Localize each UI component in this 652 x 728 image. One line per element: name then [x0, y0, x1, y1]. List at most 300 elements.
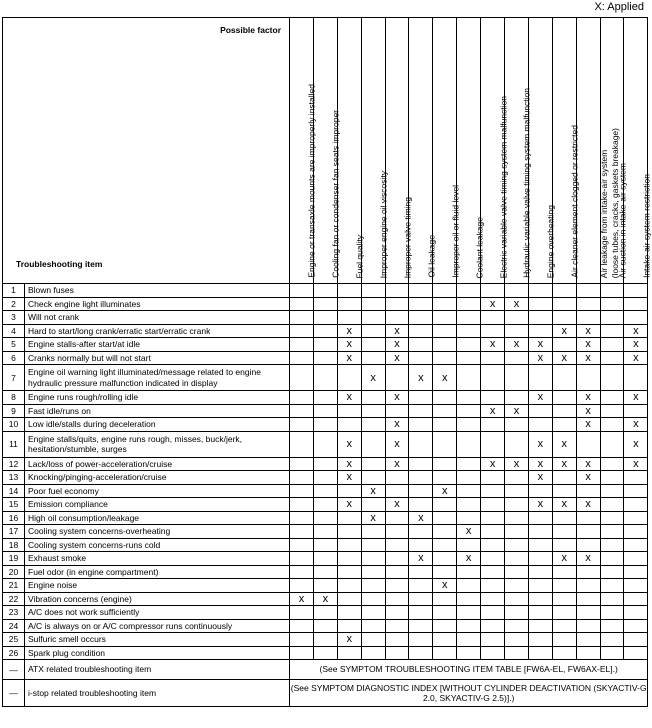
reference-link[interactable]: (See SYMPTOM TROUBLESHOOTING ITEM TABLE [FW6A-EL, FW6AX-EL].): [290, 660, 648, 680]
empty-cell: [552, 484, 576, 498]
empty-cell: [576, 579, 600, 593]
empty-cell: [528, 404, 552, 418]
table-row: [3, 538, 648, 552]
empty-cell: [290, 391, 314, 405]
empty-cell: [624, 365, 648, 391]
empty-cell: [528, 606, 552, 620]
applied-mark: x: [576, 404, 600, 418]
applied-mark: x: [337, 351, 361, 365]
empty-cell: [361, 633, 385, 647]
empty-cell: [313, 404, 337, 418]
empty-cell: [528, 365, 552, 391]
empty-cell: [624, 606, 648, 620]
row-item: Sulfuric smell occurs: [25, 633, 290, 647]
empty-cell: [576, 565, 600, 579]
empty-cell: [313, 498, 337, 512]
empty-cell: [600, 619, 624, 633]
row-item: Lack/loss of power-acceleration/cruise: [25, 457, 290, 471]
table-row: [3, 606, 648, 620]
applied-mark: x: [433, 579, 457, 593]
applied-mark: x: [528, 471, 552, 485]
empty-cell: [505, 365, 529, 391]
empty-cell: [576, 284, 600, 298]
empty-cell: [361, 471, 385, 485]
applied-mark: x: [505, 404, 529, 418]
empty-cell: [552, 471, 576, 485]
empty-cell: [457, 324, 481, 338]
empty-cell: [624, 484, 648, 498]
empty-cell: [457, 565, 481, 579]
empty-cell: [624, 404, 648, 418]
empty-cell: [290, 606, 314, 620]
empty-cell: [337, 592, 361, 606]
empty-cell: [528, 511, 552, 525]
table-body: [3, 284, 648, 707]
applied-mark: x: [528, 391, 552, 405]
applied-mark: x: [624, 431, 648, 457]
applied-mark: x: [385, 457, 409, 471]
empty-cell: [552, 633, 576, 647]
factor-label: Air cleaner element clogged or restricted: [569, 125, 580, 278]
empty-cell: [600, 431, 624, 457]
factor-label: Electric variable valve timing system malfunction: [498, 95, 509, 278]
empty-cell: [457, 297, 481, 311]
empty-cell: [528, 646, 552, 660]
empty-cell: [313, 579, 337, 593]
empty-cell: [361, 552, 385, 566]
row-number: 5: [3, 338, 25, 352]
factor-header: [481, 18, 509, 284]
row-item: A/C is always on or A/C compressor runs continuously: [25, 619, 290, 633]
empty-cell: [337, 284, 361, 298]
empty-cell: [600, 633, 624, 647]
empty-cell: [481, 311, 505, 325]
factor-header: [290, 18, 317, 284]
applied-mark: x: [528, 498, 552, 512]
empty-cell: [576, 538, 600, 552]
empty-cell: [433, 606, 457, 620]
factor-label: Improper engine oil viscosity: [378, 170, 389, 278]
empty-cell: [290, 511, 314, 525]
empty-cell: [600, 457, 624, 471]
empty-cell: [457, 538, 481, 552]
empty-cell: [505, 471, 529, 485]
table-row: [3, 431, 648, 457]
applied-mark: x: [624, 338, 648, 352]
table-row: [3, 284, 648, 298]
empty-cell: [505, 431, 529, 457]
factor-label: Engine overheating: [545, 204, 556, 278]
empty-cell: [361, 284, 385, 298]
applied-mark: x: [505, 457, 529, 471]
table-row: [3, 457, 648, 471]
empty-cell: [313, 351, 337, 365]
row-item: ATX related troubleshooting item: [25, 660, 290, 680]
empty-cell: [457, 351, 481, 365]
empty-cell: [361, 338, 385, 352]
empty-cell: [385, 592, 409, 606]
empty-cell: [313, 471, 337, 485]
empty-cell: [624, 538, 648, 552]
empty-cell: [313, 297, 337, 311]
empty-cell: [600, 646, 624, 660]
empty-cell: [576, 311, 600, 325]
empty-cell: [361, 324, 385, 338]
empty-cell: [552, 619, 576, 633]
empty-cell: [290, 418, 314, 432]
empty-cell: [457, 633, 481, 647]
applied-mark: x: [624, 391, 648, 405]
applied-mark: x: [385, 391, 409, 405]
row-number: 20: [3, 565, 25, 579]
empty-cell: [457, 457, 481, 471]
row-item: Engine runs rough/rolling idle: [25, 391, 290, 405]
applied-mark: x: [528, 351, 552, 365]
empty-cell: [481, 484, 505, 498]
empty-cell: [576, 365, 600, 391]
empty-cell: [481, 633, 505, 647]
empty-cell: [600, 471, 624, 485]
applied-mark: x: [409, 365, 433, 391]
empty-cell: [481, 511, 505, 525]
empty-cell: [576, 431, 600, 457]
empty-cell: [576, 297, 600, 311]
row-number: 9: [3, 404, 25, 418]
reference-row: [3, 680, 648, 707]
troubleshooting-item-label: Troubleshooting item: [16, 259, 103, 269]
empty-cell: [385, 365, 409, 391]
applied-mark: x: [385, 338, 409, 352]
applied-mark: x: [624, 457, 648, 471]
factor-header: [505, 18, 532, 284]
empty-cell: [505, 619, 529, 633]
applied-mark: x: [433, 484, 457, 498]
empty-cell: [552, 365, 576, 391]
empty-cell: [433, 431, 457, 457]
empty-cell: [409, 606, 433, 620]
row-number: 21: [3, 579, 25, 593]
empty-cell: [528, 311, 552, 325]
factor-header: [457, 18, 485, 284]
empty-cell: [481, 525, 505, 539]
row-number: 26: [3, 646, 25, 660]
empty-cell: [481, 592, 505, 606]
empty-cell: [337, 511, 361, 525]
empty-cell: [600, 592, 624, 606]
reference-link[interactable]: (See SYMPTOM DIAGNOSTIC INDEX [WITHOUT CYLINDER DEACTIVATION (SKYACTIV-G 2.0, SKYACTIV-G 2.5)].): [290, 680, 648, 707]
empty-cell: [600, 324, 624, 338]
empty-cell: [361, 525, 385, 539]
table-row: [3, 338, 648, 352]
empty-cell: [313, 418, 337, 432]
empty-cell: [624, 498, 648, 512]
legend-applied: X: Applied: [594, 1, 644, 13]
empty-cell: [337, 297, 361, 311]
empty-cell: [505, 284, 529, 298]
empty-cell: [433, 324, 457, 338]
empty-cell: [409, 404, 433, 418]
empty-cell: [409, 457, 433, 471]
empty-cell: [290, 324, 314, 338]
empty-cell: [505, 418, 529, 432]
empty-cell: [505, 646, 529, 660]
applied-mark: x: [433, 365, 457, 391]
row-item: Blown fuses: [25, 284, 290, 298]
factor-header: [337, 18, 365, 284]
applied-mark: x: [409, 511, 433, 525]
empty-cell: [481, 351, 505, 365]
empty-cell: [361, 592, 385, 606]
empty-cell: [433, 538, 457, 552]
applied-mark: x: [552, 552, 576, 566]
empty-cell: [361, 579, 385, 593]
empty-cell: [290, 565, 314, 579]
empty-cell: [552, 592, 576, 606]
applied-mark: x: [576, 498, 600, 512]
factor-label: Fuel quality: [354, 234, 365, 278]
row-item: A/C does not work sufficiently: [25, 606, 290, 620]
applied-mark: x: [576, 351, 600, 365]
empty-cell: [576, 646, 600, 660]
empty-cell: [624, 592, 648, 606]
table-row: [3, 484, 648, 498]
empty-cell: [337, 365, 361, 391]
empty-cell: [528, 484, 552, 498]
empty-cell: [552, 311, 576, 325]
empty-cell: [385, 297, 409, 311]
possible-factor-label: Possible factor: [220, 25, 281, 35]
applied-mark: x: [576, 338, 600, 352]
row-item: i-stop related troubleshooting item: [25, 680, 290, 707]
row-item: Cooling system concerns-overheating: [25, 525, 290, 539]
applied-mark: x: [457, 525, 481, 539]
factor-label: Hydraulic variable valve timing system malfunction: [521, 88, 532, 278]
empty-cell: [600, 606, 624, 620]
empty-cell: [361, 457, 385, 471]
applied-mark: x: [552, 324, 576, 338]
table-row: [3, 646, 648, 660]
empty-cell: [361, 498, 385, 512]
applied-mark: x: [290, 592, 314, 606]
empty-cell: [576, 511, 600, 525]
row-item: Hard to start/long crank/erratic start/erratic crank: [25, 324, 290, 338]
empty-cell: [409, 431, 433, 457]
empty-cell: [481, 619, 505, 633]
empty-cell: [290, 284, 314, 298]
empty-cell: [361, 351, 385, 365]
empty-cell: [457, 646, 481, 660]
row-item: Exhaust smoke: [25, 552, 290, 566]
empty-cell: [409, 565, 433, 579]
table-row: [3, 511, 648, 525]
empty-cell: [385, 311, 409, 325]
table-row: [3, 471, 648, 485]
row-item: Engine oil warning light illuminated/message related to engine hydraulic pressure malfunction indicated in display: [25, 365, 290, 391]
row-number: 16: [3, 511, 25, 525]
empty-cell: [600, 284, 624, 298]
applied-mark: x: [337, 471, 361, 485]
header-corner-cell: [3, 18, 290, 284]
applied-mark: x: [337, 633, 361, 647]
applied-mark: x: [385, 498, 409, 512]
applied-mark: x: [576, 391, 600, 405]
empty-cell: [457, 418, 481, 432]
table-row: [3, 297, 648, 311]
empty-cell: [385, 484, 409, 498]
empty-cell: [409, 324, 433, 338]
factor-header: [361, 18, 389, 284]
empty-cell: [290, 619, 314, 633]
row-number: 4: [3, 324, 25, 338]
empty-cell: [290, 338, 314, 352]
empty-cell: [433, 498, 457, 512]
empty-cell: [600, 365, 624, 391]
empty-cell: [313, 552, 337, 566]
empty-cell: [385, 633, 409, 647]
empty-cell: [481, 579, 505, 593]
empty-cell: [600, 391, 624, 405]
empty-cell: [457, 579, 481, 593]
empty-cell: [290, 431, 314, 457]
empty-cell: [433, 404, 457, 418]
applied-mark: x: [337, 324, 361, 338]
table-row: [3, 619, 648, 633]
row-number: 7: [3, 365, 25, 391]
applied-mark: x: [552, 457, 576, 471]
empty-cell: [528, 633, 552, 647]
empty-cell: [385, 471, 409, 485]
empty-cell: [290, 498, 314, 512]
empty-cell: [385, 579, 409, 593]
empty-cell: [337, 619, 361, 633]
row-item: Fuel odor (in engine compartment): [25, 565, 290, 579]
empty-cell: [433, 511, 457, 525]
factor-header: [528, 18, 556, 284]
empty-cell: [624, 297, 648, 311]
empty-cell: [337, 418, 361, 432]
empty-cell: [481, 538, 505, 552]
empty-cell: [624, 311, 648, 325]
empty-cell: [313, 311, 337, 325]
row-number: 25: [3, 633, 25, 647]
factor-header: [433, 18, 461, 284]
applied-mark: x: [481, 457, 505, 471]
empty-cell: [528, 538, 552, 552]
applied-mark: x: [576, 324, 600, 338]
empty-cell: [505, 552, 529, 566]
empty-cell: [313, 646, 337, 660]
empty-cell: [337, 525, 361, 539]
troubleshooting-table: [2, 17, 652, 707]
factor-label: Engine or transaxle mounts are improperly installed: [306, 84, 317, 278]
empty-cell: [457, 606, 481, 620]
row-number: 22: [3, 592, 25, 606]
empty-cell: [552, 391, 576, 405]
empty-cell: [361, 311, 385, 325]
empty-cell: [624, 619, 648, 633]
empty-cell: [505, 565, 529, 579]
empty-cell: [528, 552, 552, 566]
empty-cell: [409, 351, 433, 365]
empty-cell: [576, 619, 600, 633]
empty-cell: [505, 511, 529, 525]
empty-cell: [433, 284, 457, 298]
empty-cell: [433, 457, 457, 471]
empty-cell: [481, 565, 505, 579]
row-number: 8: [3, 391, 25, 405]
factor-label: Oil leakage: [426, 235, 437, 278]
empty-cell: [385, 538, 409, 552]
empty-cell: [552, 538, 576, 552]
empty-cell: [600, 404, 624, 418]
empty-cell: [337, 484, 361, 498]
applied-mark: x: [385, 431, 409, 457]
empty-cell: [481, 365, 505, 391]
empty-cell: [290, 633, 314, 647]
row-number: 11: [3, 431, 25, 457]
empty-cell: [313, 525, 337, 539]
row-number: 14: [3, 484, 25, 498]
table-row: [3, 365, 648, 391]
empty-cell: [409, 418, 433, 432]
empty-cell: [481, 606, 505, 620]
row-number: 18: [3, 538, 25, 552]
empty-cell: [528, 324, 552, 338]
empty-cell: [624, 579, 648, 593]
empty-cell: [361, 565, 385, 579]
row-number: 19: [3, 552, 25, 566]
empty-cell: [505, 579, 529, 593]
empty-cell: [624, 471, 648, 485]
empty-cell: [552, 338, 576, 352]
factor-header: [624, 18, 652, 284]
table-row: [3, 418, 648, 432]
table-row: [3, 579, 648, 593]
empty-cell: [600, 484, 624, 498]
factor-header: [313, 18, 341, 284]
empty-cell: [552, 404, 576, 418]
empty-cell: [409, 579, 433, 593]
empty-cell: [409, 284, 433, 298]
empty-cell: [385, 619, 409, 633]
row-item: Engine stalls/quits, engine runs rough, misses, buck/jerk, hesitation/stumble, surges: [25, 431, 290, 457]
empty-cell: [409, 471, 433, 485]
empty-cell: [337, 538, 361, 552]
table-row: [3, 565, 648, 579]
empty-cell: [481, 418, 505, 432]
empty-cell: [552, 284, 576, 298]
empty-cell: [624, 552, 648, 566]
row-item: Engine stalls-after start/at idle: [25, 338, 290, 352]
empty-cell: [457, 484, 481, 498]
empty-cell: [481, 391, 505, 405]
empty-cell: [290, 297, 314, 311]
empty-cell: [337, 404, 361, 418]
empty-cell: [624, 565, 648, 579]
empty-cell: [409, 525, 433, 539]
table-row: [3, 592, 648, 606]
empty-cell: [600, 418, 624, 432]
empty-cell: [552, 646, 576, 660]
empty-cell: [505, 592, 529, 606]
row-number: 13: [3, 471, 25, 485]
empty-cell: [433, 297, 457, 311]
factor-label: Improper oil or fluid level: [450, 185, 461, 278]
empty-cell: [385, 404, 409, 418]
applied-mark: x: [337, 498, 361, 512]
applied-mark: x: [576, 471, 600, 485]
empty-cell: [361, 606, 385, 620]
